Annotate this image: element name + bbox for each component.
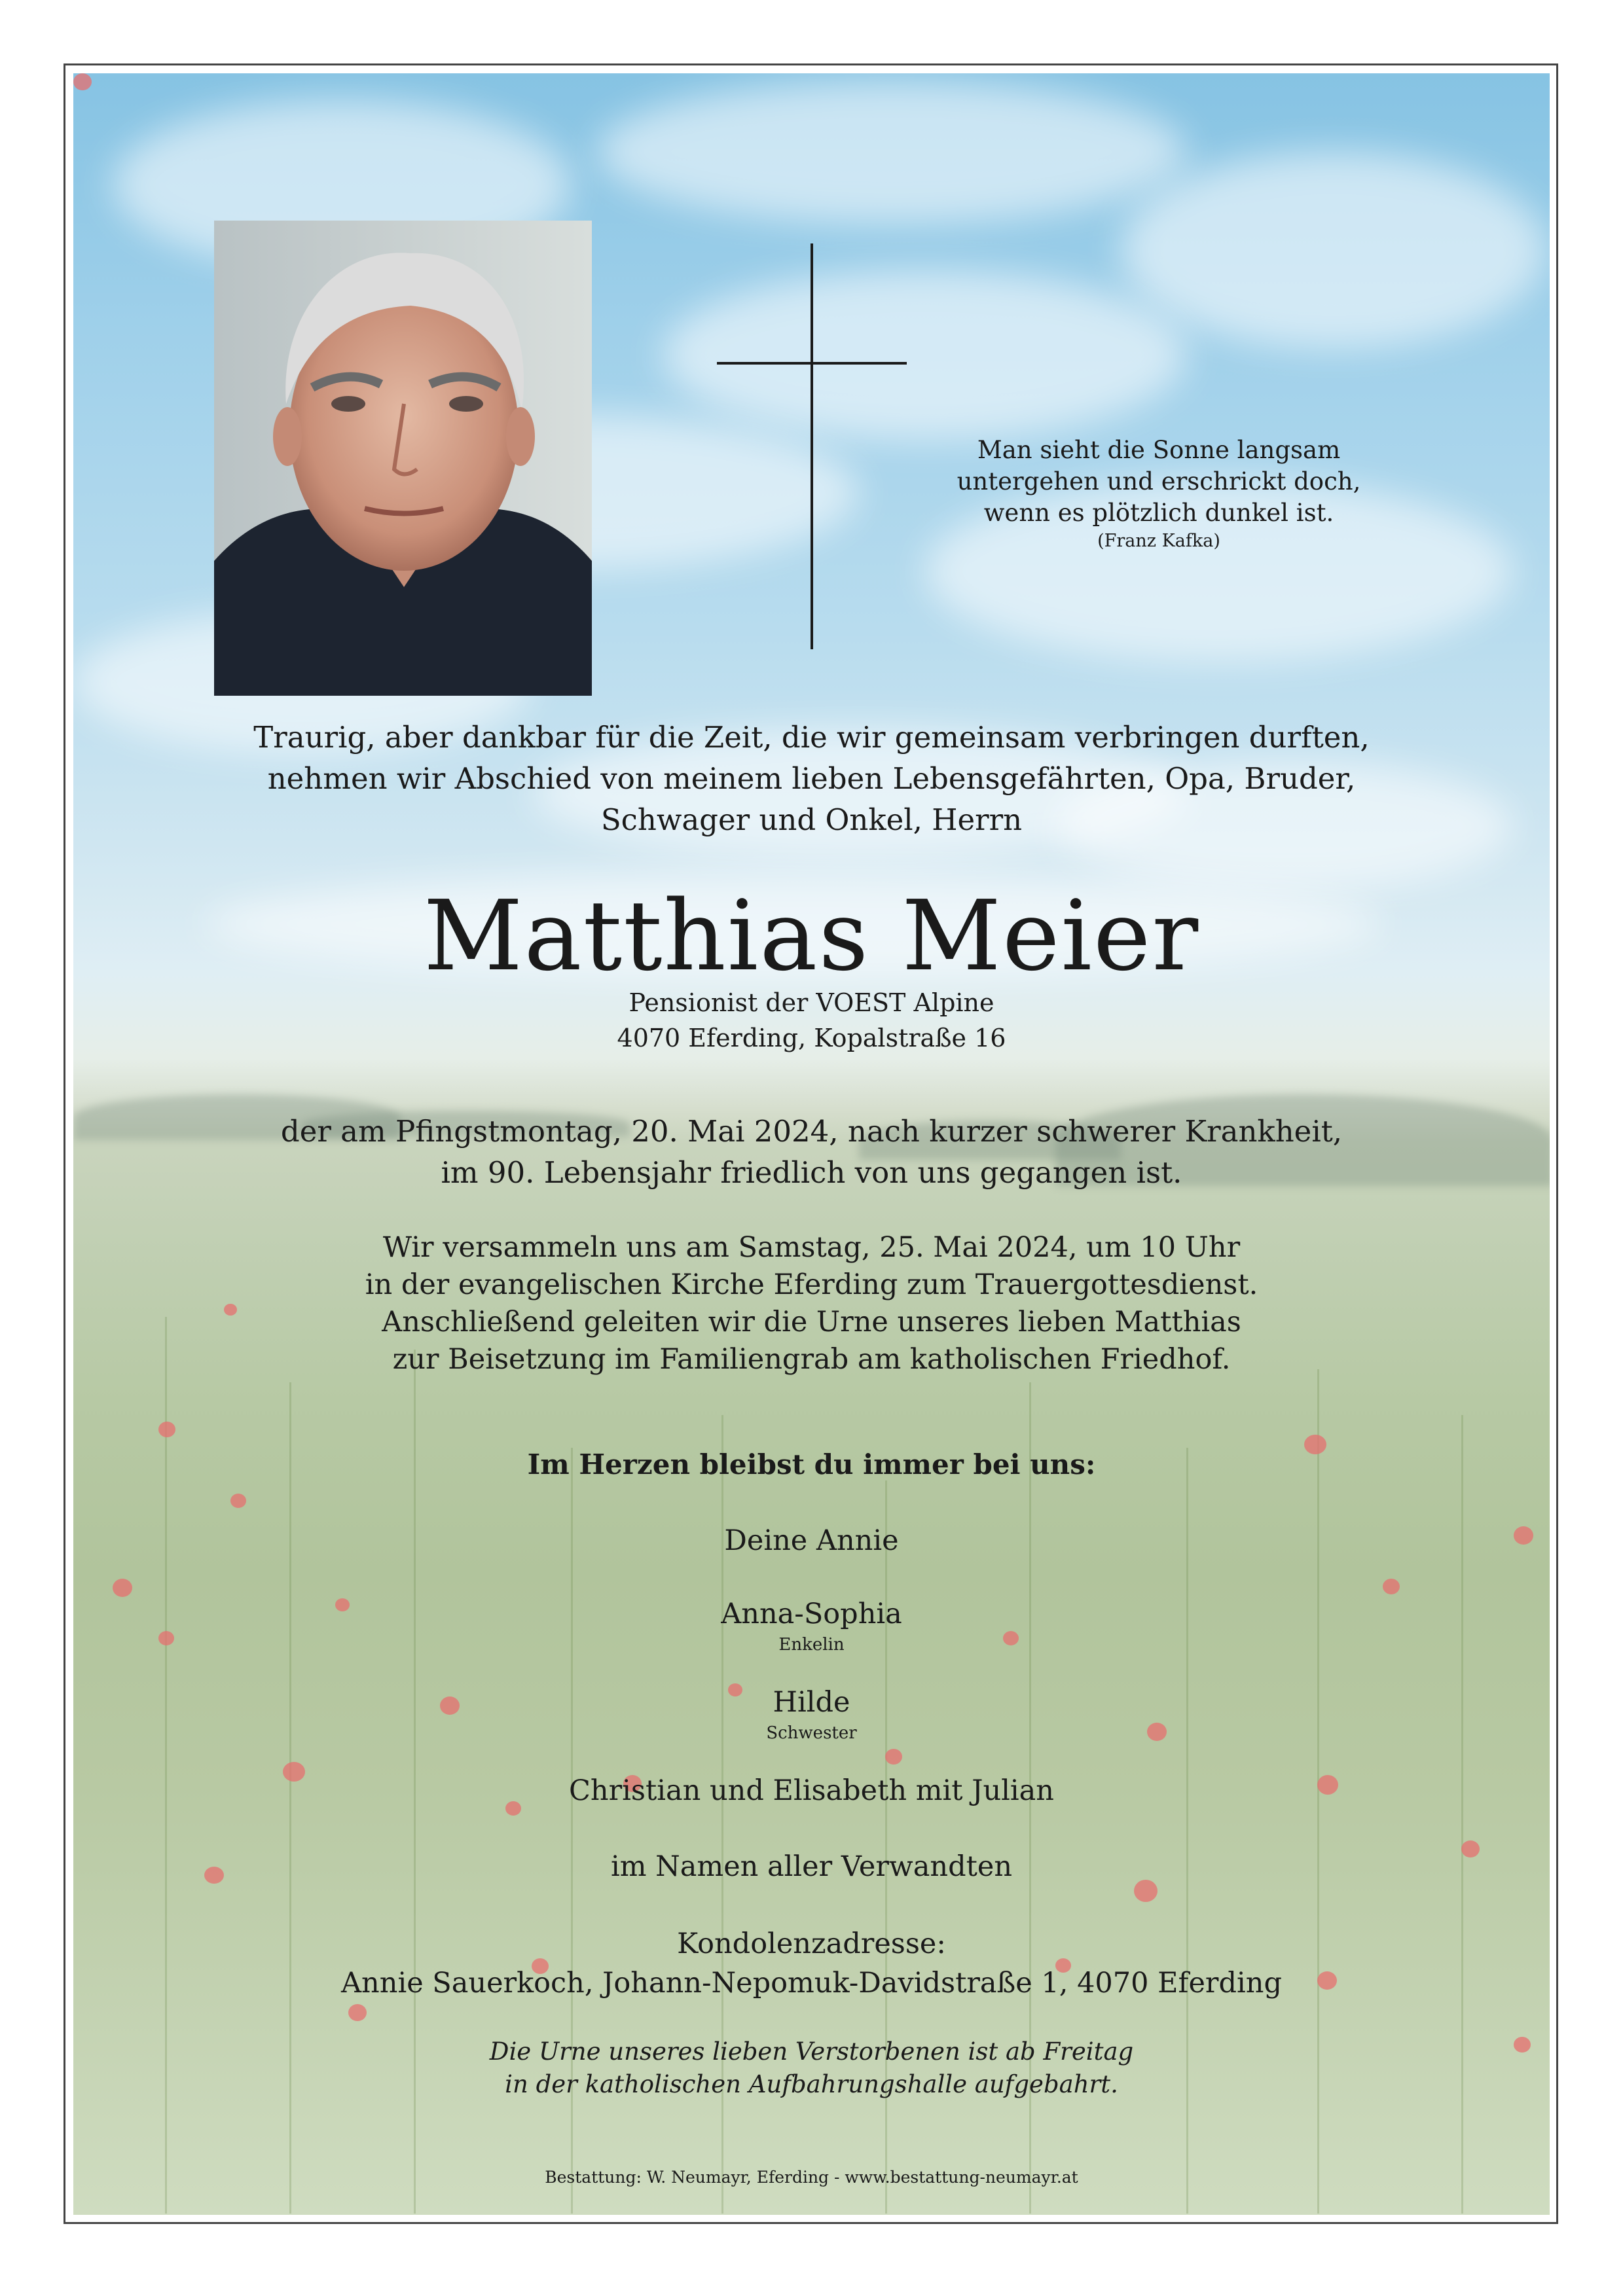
death-notice: [73, 1111, 1550, 1193]
deceased-address: 4070 Eferding, Kopalstraße 16: [617, 1024, 1006, 1052]
quote-line: Man sieht die Sonne langsam: [977, 436, 1341, 464]
condolence-label: Kondolenzadresse:: [677, 1928, 946, 1960]
funeral-home-footer: Bestattung: W. Neumayr, Eferding - www.bestattung-neumayr.at: [545, 2168, 1078, 2187]
mourner-relation: Schwester: [766, 1723, 857, 1743]
intro-line: Traurig, aber dankbar für die Zeit, die wir gemeinsam verbringen durften,: [253, 720, 1370, 755]
urn-note: [73, 2036, 1550, 2101]
intro-line: Schwager und Onkel, Herrn: [600, 802, 1023, 837]
service-line: in der evangelischen Kirche Eferding zum Trauergottesdienst.: [365, 1268, 1258, 1301]
mourner-relation: Enkelin: [778, 1635, 845, 1655]
service-line: Anschließend geleiten wir die Urne unseres lieben Matthias: [382, 1306, 1241, 1338]
cross-icon: [717, 243, 907, 649]
service-notice: [73, 1229, 1550, 1378]
quote-author: (Franz Kafka): [1097, 531, 1220, 551]
service-line: Wir versammeln uns am Samstag, 25. Mai 2024, um 10 Uhr: [382, 1231, 1241, 1264]
condolence-line: Annie Sauerkoch, Johann-Nepomuk-Davidstraße 1, 4070 Eferding: [341, 1967, 1282, 2000]
deceased-details: [73, 985, 1550, 1056]
mourner-annie: Deine Annie: [724, 1524, 899, 1557]
urn-line: in der katholischen Aufbahrungshalle aufgebahrt.: [505, 2070, 1118, 2098]
urn-line: Die Urne unseres lieben Verstorbenen ist ab Freitag: [489, 2037, 1134, 2066]
portrait-photo: [214, 221, 592, 696]
mourner-anna-sophia: Anna-Sophia: [721, 1598, 902, 1630]
deceased-occupation: Pensionist der VOEST Alpine: [629, 988, 994, 1017]
mourners-heading: Im Herzen bleibst du immer bei uns:: [527, 1448, 1096, 1480]
death-line: im 90. Lebensjahr friedlich von uns gegangen ist.: [441, 1155, 1182, 1190]
quote-line: wenn es plötzlich dunkel ist.: [983, 499, 1334, 527]
kafka-quote: [910, 435, 1408, 554]
intro-text: [73, 717, 1550, 840]
mourner-relatives: im Namen aller Verwandten: [610, 1850, 1013, 1883]
condolence-address: [73, 1924, 1550, 2003]
service-line: zur Beisetzung im Familiengrab am katholischen Friedhof.: [392, 1343, 1231, 1376]
death-line: der am Pfingstmontag, 20. Mai 2024, nach kurzer schwerer Krankheit,: [280, 1114, 1343, 1149]
quote-line: untergehen und erschrickt doch,: [957, 467, 1361, 495]
deceased-name: Matthias Meier: [423, 880, 1200, 992]
intro-line: nehmen wir Abschied von meinem lieben Lebensgefährten, Opa, Bruder,: [267, 761, 1356, 796]
mourner-christian-elisabeth: Christian und Elisabeth mit Julian: [568, 1774, 1055, 1807]
mourner-hilde: Hilde: [773, 1686, 850, 1719]
